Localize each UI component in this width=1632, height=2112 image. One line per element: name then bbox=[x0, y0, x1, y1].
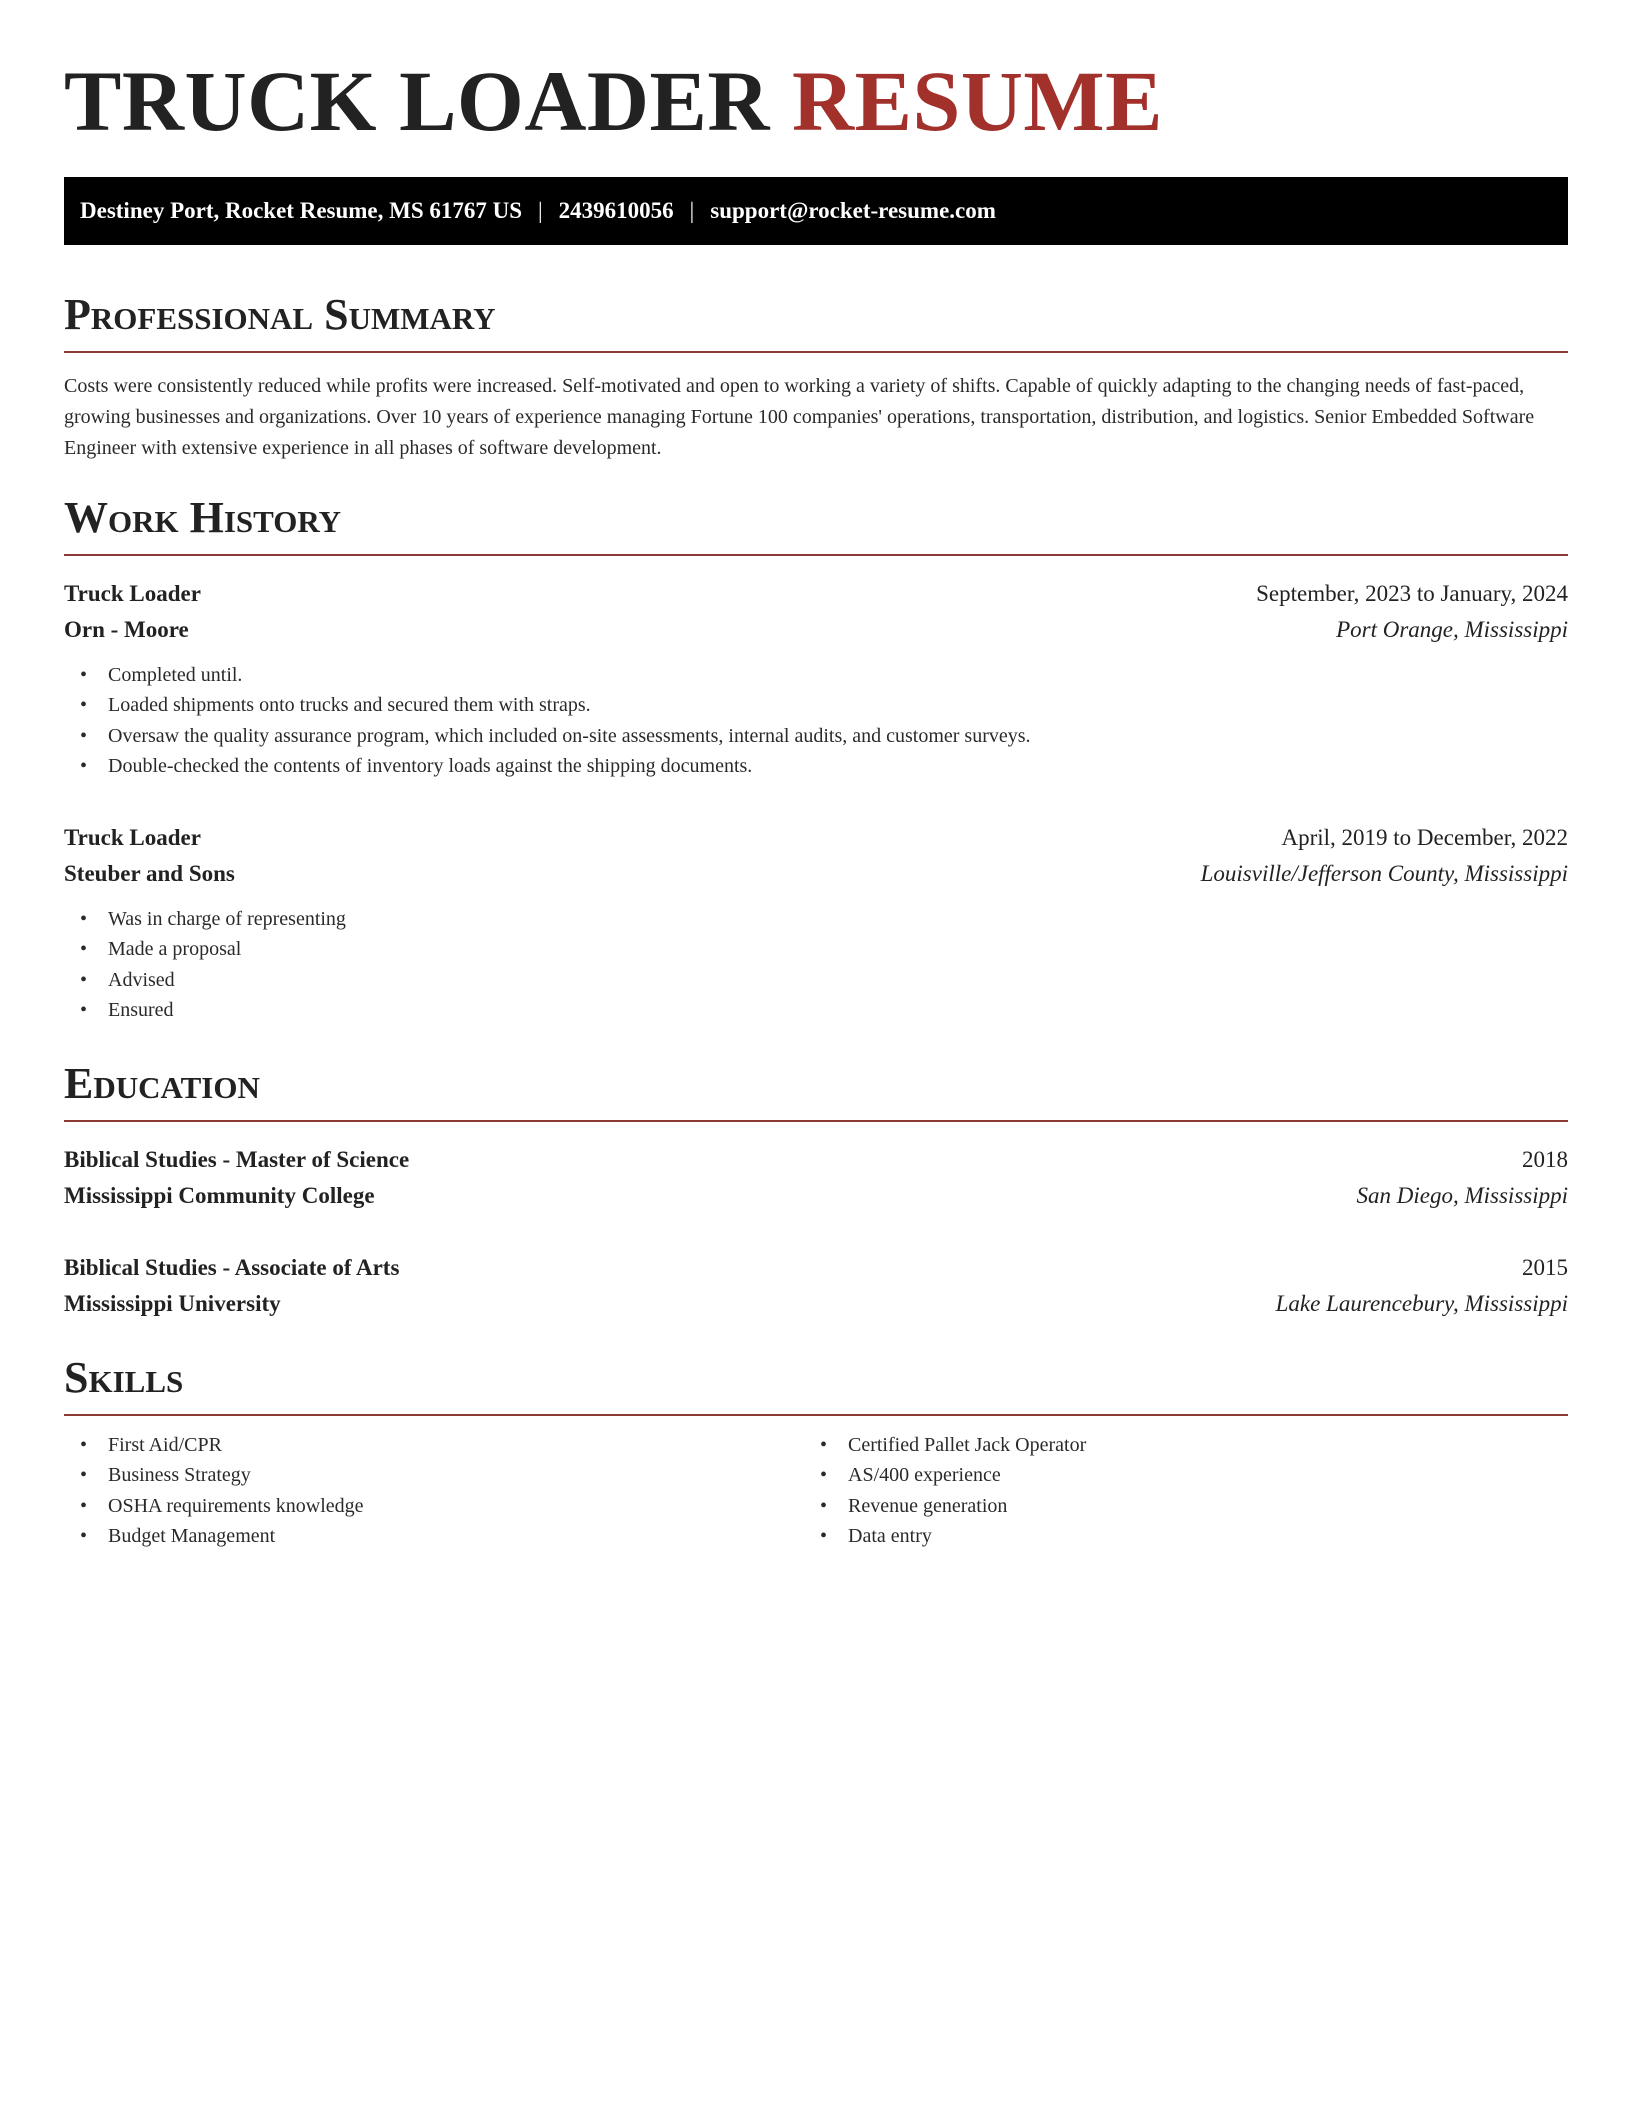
job-bullets bbox=[64, 660, 1568, 782]
summary-text: Costs were consistently reduced while profits were increased. Self-motivated and open to working a variety of shifts. Capable of quickly adapting to the changing needs of fast-paced, growing businesses and organizations. Over 10 years of experience managing Fortune 100 companies' operations, transportation, distribution, and logistics. Senior Embedded Software Engineer with extensive experience in all phases of software development. bbox=[64, 374, 1535, 459]
work-history-heading: Work History bbox=[64, 496, 1568, 556]
skills-right-column bbox=[804, 1430, 1544, 1552]
job-title: Truck Loader bbox=[64, 824, 201, 850]
job-company: Steuber and Sons bbox=[64, 860, 235, 886]
list-item: • Loaded shipments onto trucks and secured them with straps. bbox=[64, 690, 1568, 721]
summary-section bbox=[64, 289, 1568, 464]
school-name: Mississippi University bbox=[64, 1290, 281, 1316]
skills-heading: Skills bbox=[64, 1356, 1568, 1416]
job-entry bbox=[64, 576, 1568, 782]
list-item: • Revenue generation bbox=[804, 1491, 1544, 1522]
skills-left-column bbox=[64, 1430, 804, 1552]
skills-section bbox=[64, 1352, 1568, 1552]
school-location: San Diego, Mississippi bbox=[1356, 1182, 1568, 1208]
title-accent: RESUME bbox=[792, 53, 1163, 149]
degree-name: Biblical Studies - Associate of Arts bbox=[64, 1254, 400, 1280]
contact-email: support@rocket-resume.com bbox=[710, 197, 996, 223]
resume-page bbox=[64, 54, 1568, 1552]
graduation-year: 2015 bbox=[1522, 1254, 1568, 1280]
list-item: • First Aid/CPR bbox=[64, 1430, 804, 1461]
resume-title bbox=[64, 54, 1568, 149]
contact-bar bbox=[64, 177, 1568, 245]
list-item: • Data entry bbox=[804, 1521, 1544, 1552]
list-item: • Double-checked the contents of inventory loads against the shipping documents. bbox=[64, 751, 1568, 782]
list-item: • Completed until. bbox=[64, 660, 1568, 691]
list-item: • Made a proposal bbox=[64, 934, 1568, 965]
contact-separator: | bbox=[689, 197, 695, 223]
list-item: • Oversaw the quality assurance program, which included on-site assessments, internal audits, and customer surveys. bbox=[64, 721, 1568, 752]
list-item: • Business Strategy bbox=[64, 1460, 804, 1491]
contact-address: Destiney Port, Rocket Resume, MS 61767 US bbox=[80, 197, 523, 223]
list-item: • Budget Management bbox=[64, 1521, 804, 1552]
work-history-section bbox=[64, 492, 1568, 1026]
list-item: • OSHA requirements knowledge bbox=[64, 1491, 804, 1522]
job-bullets bbox=[64, 904, 1568, 1026]
school-name: Mississippi Community College bbox=[64, 1182, 375, 1208]
education-entry bbox=[64, 1250, 1568, 1322]
job-title: Truck Loader bbox=[64, 580, 201, 606]
skills-grid bbox=[64, 1430, 1568, 1552]
graduation-year: 2018 bbox=[1522, 1146, 1568, 1172]
job-entry bbox=[64, 820, 1568, 1026]
job-company: Orn - Moore bbox=[64, 616, 189, 642]
job-dates: September, 2023 to January, 2024 bbox=[1256, 580, 1568, 606]
education-heading: Education bbox=[64, 1062, 1568, 1122]
list-item: • Certified Pallet Jack Operator bbox=[804, 1430, 1544, 1461]
list-item: • Advised bbox=[64, 965, 1568, 996]
summary-heading: Professional Summary bbox=[64, 293, 1568, 353]
list-item: • Ensured bbox=[64, 995, 1568, 1026]
job-location: Port Orange, Mississippi bbox=[1336, 616, 1568, 642]
education-entry bbox=[64, 1142, 1568, 1214]
school-location: Lake Laurencebury, Mississippi bbox=[1275, 1290, 1568, 1316]
education-section bbox=[64, 1058, 1568, 1322]
title-main: TRUCK LOADER bbox=[64, 53, 771, 149]
list-item: • AS/400 experience bbox=[804, 1460, 1544, 1491]
contact-separator: | bbox=[538, 197, 543, 223]
job-dates: April, 2019 to December, 2022 bbox=[1281, 824, 1568, 850]
list-item: • Was in charge of representing bbox=[64, 904, 1568, 935]
degree-name: Biblical Studies - Master of Science bbox=[64, 1146, 410, 1172]
job-location: Louisville/Jefferson County, Mississippi bbox=[1200, 860, 1568, 886]
contact-phone: 2439610056 bbox=[558, 197, 674, 223]
